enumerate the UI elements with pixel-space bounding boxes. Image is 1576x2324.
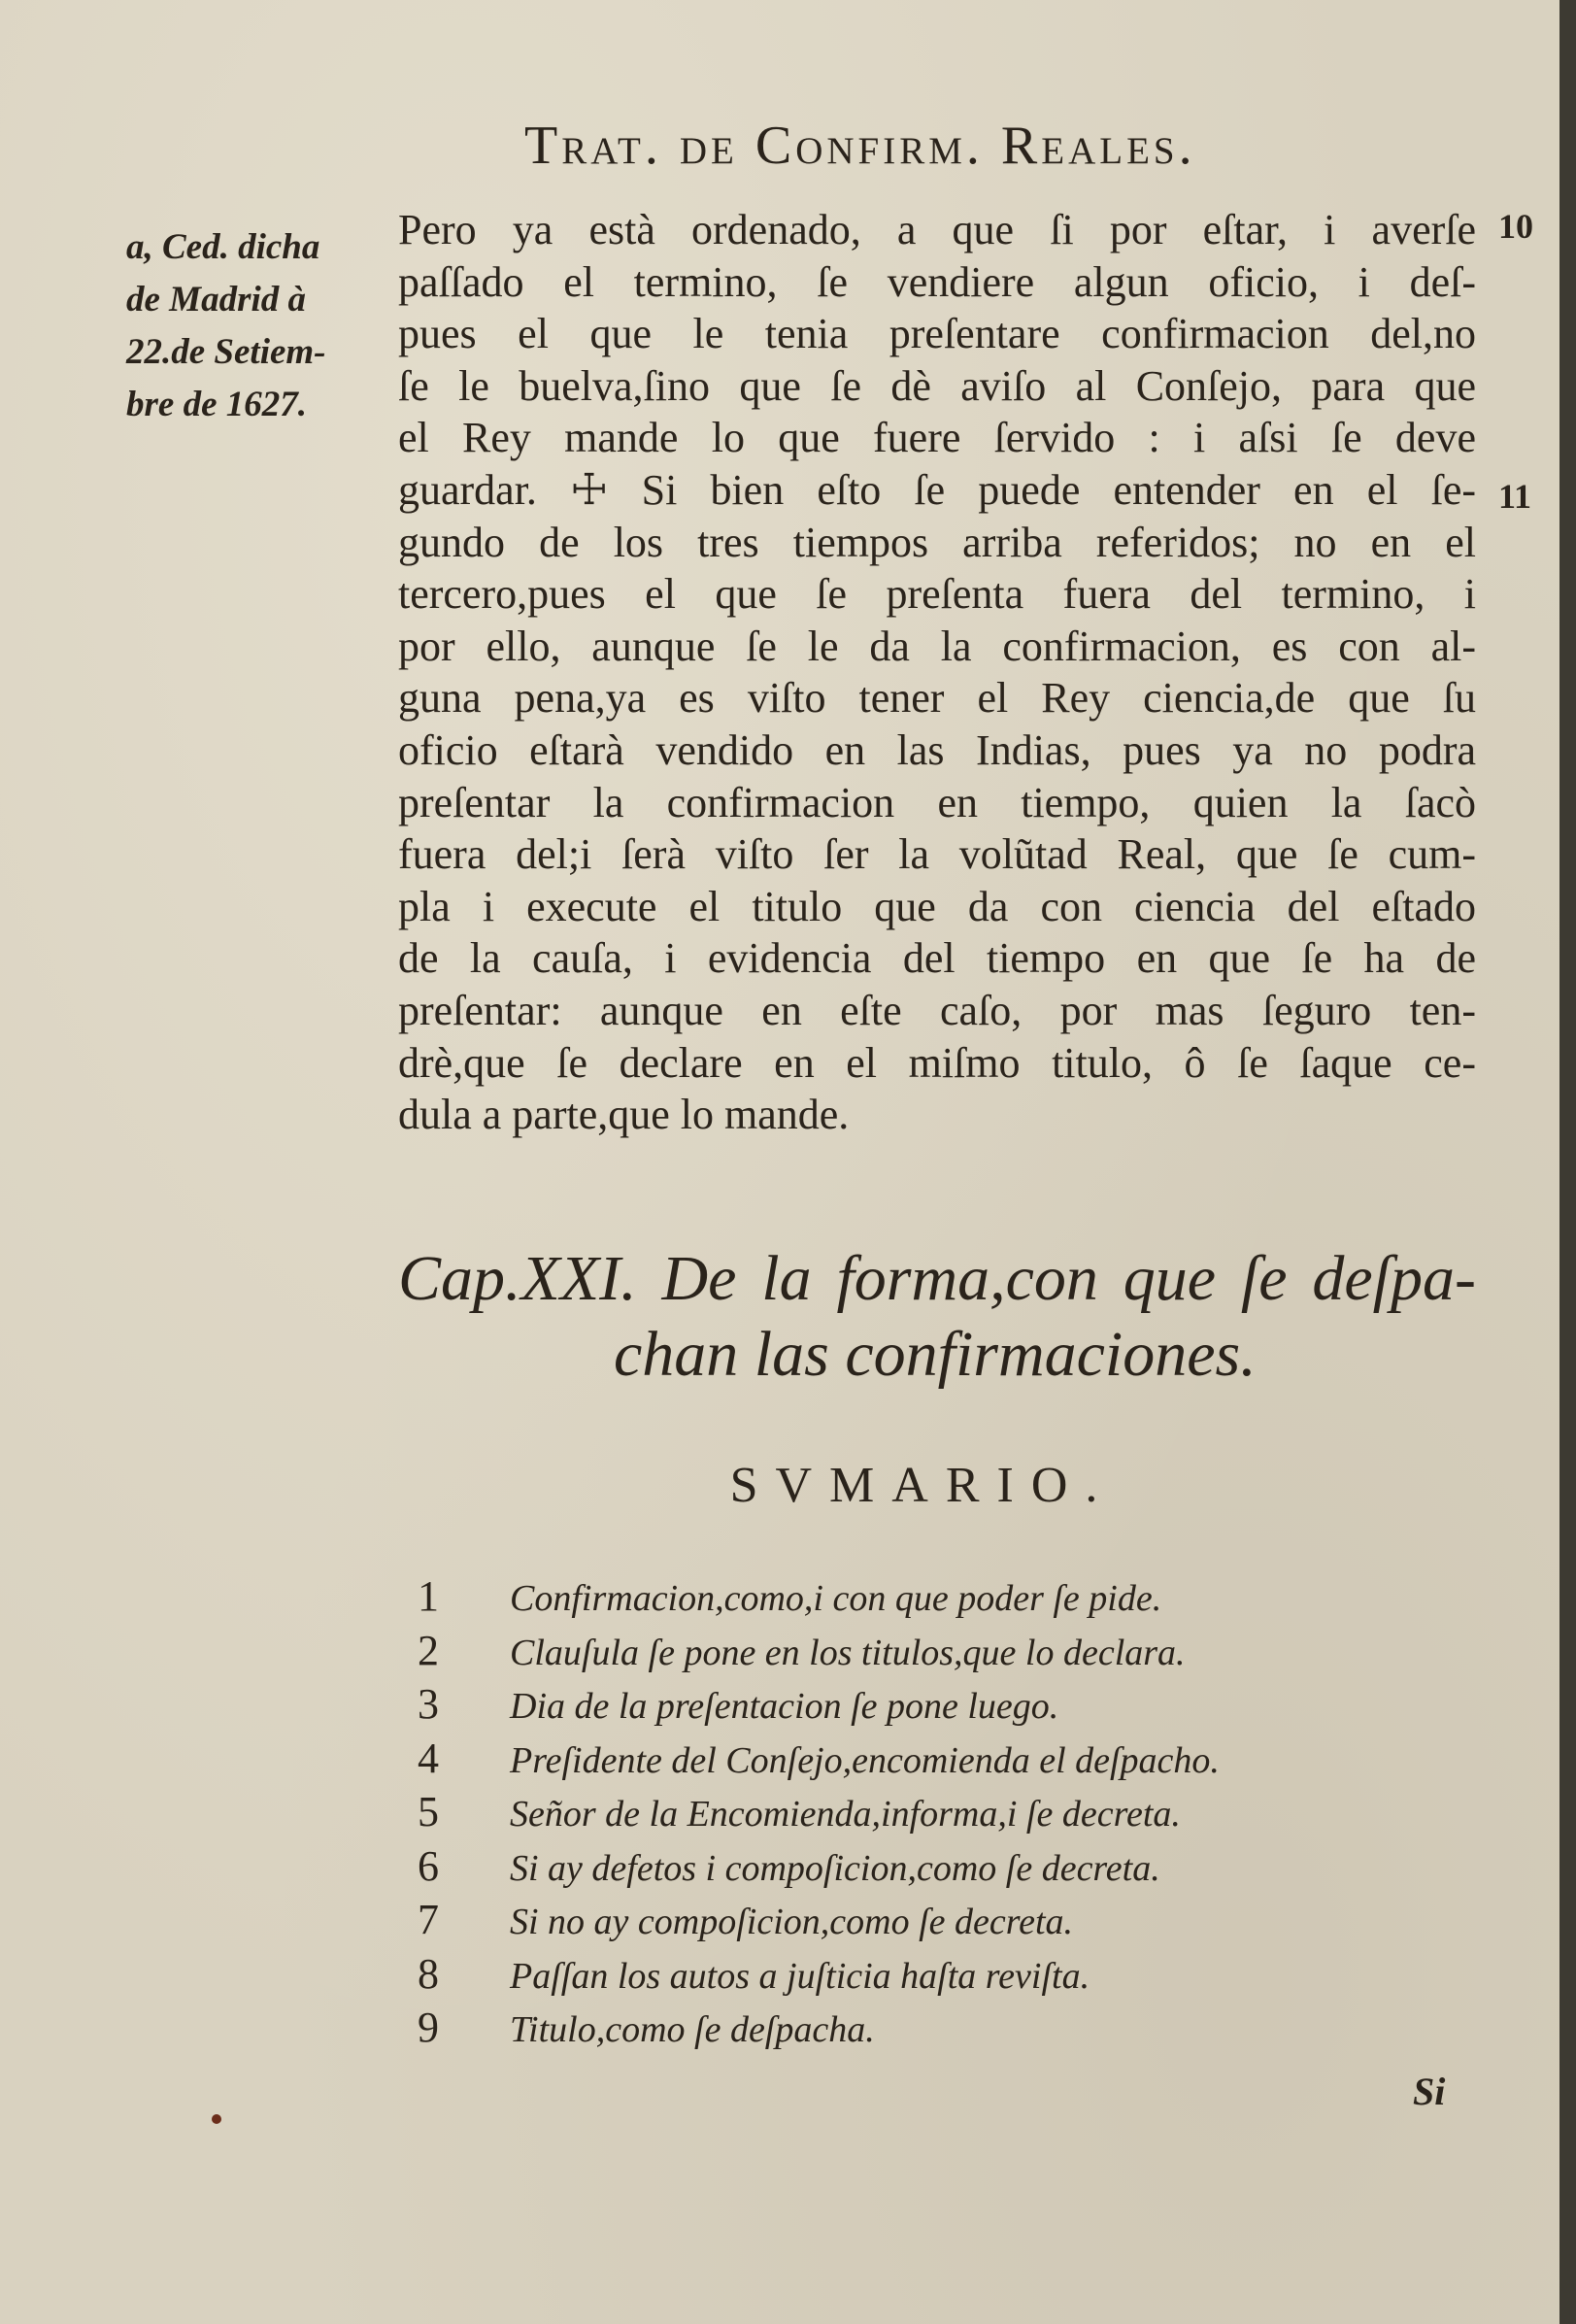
margin-number: 11	[1498, 477, 1532, 516]
item-number: 2	[418, 1626, 439, 1674]
list-item	[418, 1679, 1486, 1734]
marginal-note-line: 22.de Setiem-	[126, 332, 326, 372]
item-text: Preſidente del Conſejo,encomienda el deſpacho.	[510, 1739, 1220, 1781]
text-line: preſentar: aunque en eſte caſo, por mas ſeguro ten-	[398, 986, 1476, 1034]
sumario-title: SVMARIO.	[729, 1458, 1116, 1513]
item-text: Confirmacion,como,i con que poder ſe pide.	[510, 1578, 1162, 1619]
text-line: ſe le buelva,ſino que ſe dè aviſo al Conſejo, para que	[398, 361, 1476, 410]
item-number: 9	[418, 2004, 439, 2051]
text-line: Pero ya està ordenado, a que ſi por eſtar, i averſe	[398, 206, 1476, 253]
item-number: 7	[418, 1896, 439, 1943]
text-line: paſſado el termino, ſe vendiere algun oficio, i deſ-	[398, 257, 1476, 306]
marginal-note-line: bre de 1627.	[126, 385, 307, 424]
text-line: de la cauſa, i evidencia del tiempo en que ſe ha de	[398, 934, 1476, 983]
list-item	[418, 1787, 1486, 1841]
item-number: 4	[418, 1734, 439, 1782]
list-item	[418, 1949, 1486, 2004]
list-item	[418, 1734, 1486, 1788]
text-line: preſentar la confirmacion en tiempo, quien la ſacò	[398, 778, 1476, 826]
ink-spot	[212, 2114, 221, 2124]
text-line: pues el que le tenia preſentare confirmacion del,no	[398, 310, 1476, 358]
text-line: pla i execute el titulo que da con ciencia del eſtado	[398, 882, 1476, 930]
item-number: 5	[418, 1788, 439, 1836]
text-line: drè,que ſe declare en el miſmo titulo, ô ſe ſaque ce-	[398, 1038, 1476, 1087]
text-line: dula a parte,que lo mande.	[398, 1091, 850, 1139]
list-item	[418, 1895, 1486, 1949]
catchword: Si	[1413, 2070, 1446, 2113]
text-line: gundo de los tres tiempos arriba referidos; no en el	[398, 518, 1476, 566]
item-number: 8	[418, 1949, 439, 1998]
chapter-heading-line: chan las confirmaciones.	[614, 1319, 1257, 1390]
body-paragraph	[398, 204, 1476, 1141]
page-edge	[1559, 0, 1576, 2324]
sumario-list	[418, 1571, 1486, 2057]
text-line: oficio eſtarà vendido en las Indias, pues ya no podra	[398, 725, 1476, 774]
list-item	[418, 2003, 1486, 2057]
item-text: Titulo,como ſe deſpacha.	[510, 2009, 875, 2050]
item-text: Señor de la Encomienda,informa,i ſe decreta.	[510, 1794, 1181, 1835]
marginal-note-line: de Madrid à	[126, 280, 306, 320]
text-line: fuera del;i ſerà viſto ſer la volũtad Real, que ſe cum-	[398, 830, 1476, 879]
list-item	[418, 1571, 1486, 1626]
item-text: Paſſan los autos a juſticia haſta reviſta.	[510, 1955, 1090, 1997]
item-number: 3	[418, 1680, 439, 1728]
list-item	[418, 1626, 1486, 1680]
text-line: el Rey mande lo que fuere ſervido : i aſsi ſe deve	[398, 414, 1476, 462]
item-text: Si no ay compoſicion,como ſe decreta.	[510, 1902, 1074, 1942]
item-number: 1	[418, 1572, 439, 1620]
list-item	[418, 1841, 1486, 1896]
item-text: Clauſula ſe pone en los titulos,que lo declara.	[510, 1632, 1186, 1673]
item-text: Dia de la preſentacion ſe pone luego.	[510, 1686, 1059, 1727]
chapter-heading	[398, 1241, 1476, 1393]
chapter-heading-line: Cap.XXI. De la forma,con que ſe deſpa-	[398, 1243, 1476, 1314]
text-line: guna pena,ya es viſto tener el Rey ciencia,de que ſu	[398, 674, 1476, 723]
marginal-note	[126, 221, 393, 431]
text-line: tercero,pues el que ſe preſenta fuera del termino, i	[398, 570, 1476, 619]
item-number: 6	[418, 1841, 439, 1890]
text-line: por ello, aunque ſe le da la confirmacion, es con al-	[398, 622, 1476, 670]
margin-number: 10	[1498, 207, 1533, 246]
marginal-note-line: a, Ced. dicha	[126, 227, 320, 267]
item-text: Si ay defetos i compoſicion,como ſe decreta.	[510, 1847, 1160, 1889]
text-line: guardar. ☩ Si bien eſto ſe puede entender en el ſe-	[398, 465, 1476, 514]
running-head: Trat. de Confirm. Reales.	[524, 116, 1196, 176]
